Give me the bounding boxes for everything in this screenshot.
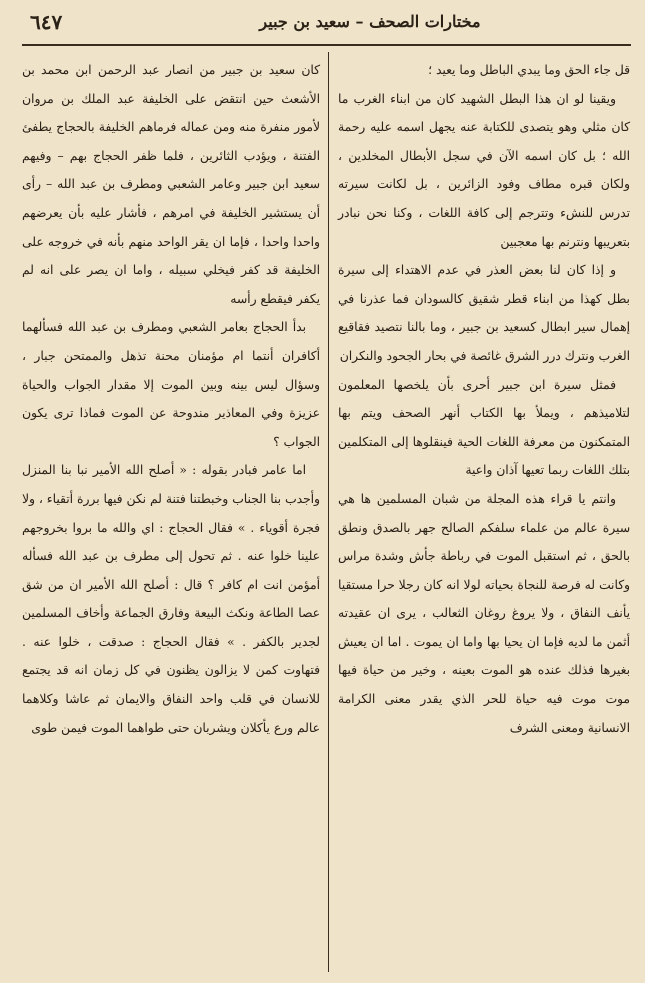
paragraph: قل جاء الحق وما يبدي الباطل وما يعيد ؛ <box>428 63 630 77</box>
header-rule <box>22 44 631 46</box>
paragraph: فمثل سيرة ابن جبير أحرى بأن يلخصها المعلمون لتلاميذهم ، ويملأ بها الكتاب أنهر الصحف ويتم بها المتمكنون من معرفة اللغات الحية فينقلوها إلى المتكلمين بتلك اللغات ربما تعيها آذان واعية <box>338 377 630 478</box>
paragraph: بدأ الحجاج بعامر الشعبي ومطرف بن عبد الله فسألهما أكافران أنتما ام مؤمنان محنة تذهل والممتحن جبار ، وسؤال ليس بينه وبين الموت إلا مقدار الجواب والحياة عزيزة وفي المعاذير مندوحة عن الموت فماذا ترى يكون الجواب ؟ <box>22 320 320 449</box>
column-divider <box>328 52 329 972</box>
right-column <box>338 56 630 971</box>
paragraph: ويقينا لو ان هذا البطل الشهيد كان من ابناء الغرب ما كان مثلي وهو يتصدى للكتابة عنه يجهل اسمه عليه رحمة الله ؛ بل كان اسمه الآن في سجل الأبطال المخلدين ، ولكان قبره مطاف وفود الزائرين ، بل لكانت سيرته تدرس للنشء وتترجم إلى كافة اللغات ، وكنا نحن نبادر بتعريبها ونترنم بها معجبين <box>338 91 630 249</box>
page-header <box>0 0 645 50</box>
paragraph: اما عامر فبادر بقوله : « أصلح الله الأمير نبا بنا المنزل وأجدب بنا الجناب وخبطتنا فتنة لم نكن فيها بررة أتقياء ، ولا فجرة أقوياء . » فقال الحجاج : اي والله ما بروا بخروجهم علينا خلوا عنه . ثم تحول إلى مطرف بن عبد الله فسأله أمؤمن انت ام كافر ؟ قال : أصلح الله الأمير ان من شق عصا الطاعة ونكث البيعة وفارق الجماعة وأخاف المسلمين لجدير بالكفر . » فقال الحجاج : صدقت ، خلوا عنه . فتهاوت كمن لا يزالون يظنون في كل زمان انه قد يجتمع للانسان في قلب واحد النفاق والايمان ثم عاشا وكلاهما عالم ورع يأكلان ويشربان حتى طواهما الموت فيمن طوى <box>22 463 320 735</box>
left-column <box>22 56 320 971</box>
running-title: مختارات الصحف – سعيد بن جبير <box>259 12 481 31</box>
paragraph: و إذا كان لنا بعض العذر في عدم الاهتداء إلى سيرة بطل كهذا من ابناء قطر شقيق كالسودان فما عذرنا في إهمال سير ابطال كسعيد بن جبير ، وما بالنا نتصيد فقاقيع الغرب ونترك درر الشرق غائصة في بحار الجحود والنكران <box>338 263 630 363</box>
paragraph: وانتم يا قراء هذه المجلة من شبان المسلمين ها هي سيرة عالم من علماء سلفكم الصالح جهر بالصدق ونطق بالحق ، ثم استقبل الموت في رباطة جأش وشدة مراس وكانت له فرصة للنجاة بحياته لولا انه كان رجلا حرا مستقيا يأنف النفاق ، ولا يروغ روغان الثعالب ، يرى ان عقيدته أثمن ما لديه فإما ان يحيا بها واما ان يموت . اما ان يعيش بغيرها فذلك عنده هو الموت بعينه ، وخير من حياة فيها موت موت فيه حياة للحر الذي يقدر معنى الكرامة الانسانية ومعنى الشرف <box>338 491 630 735</box>
page-number: ٦٤٧ <box>30 10 63 34</box>
paragraph: كان سعيد بن جبير من انصار عبد الرحمن ابن محمد بن الأشعث حين انتقض على الخليفة عبد الملك بن مروان لأمور منفرة منه ومن عماله فرماهم الخليفة بالحجاج يطفئ الفتنة ، ويؤدب الثائرين ، فلما ظفر الحجاج بهم – وفيهم سعيد ابن جبير وعامر الشعبي ومطرف بن عبد الله – رأى أن يستشير الخليفة في امرهم ، فأشار عليه بأن يعرضهم واحدا واحدا ، فإما ان يقر الواحد منهم بأنه في خروجه على الخليفة قد كفر فيخلي سبيله ، واما ان يصر على انه لم يكفر فيقطع رأسه <box>22 63 320 306</box>
